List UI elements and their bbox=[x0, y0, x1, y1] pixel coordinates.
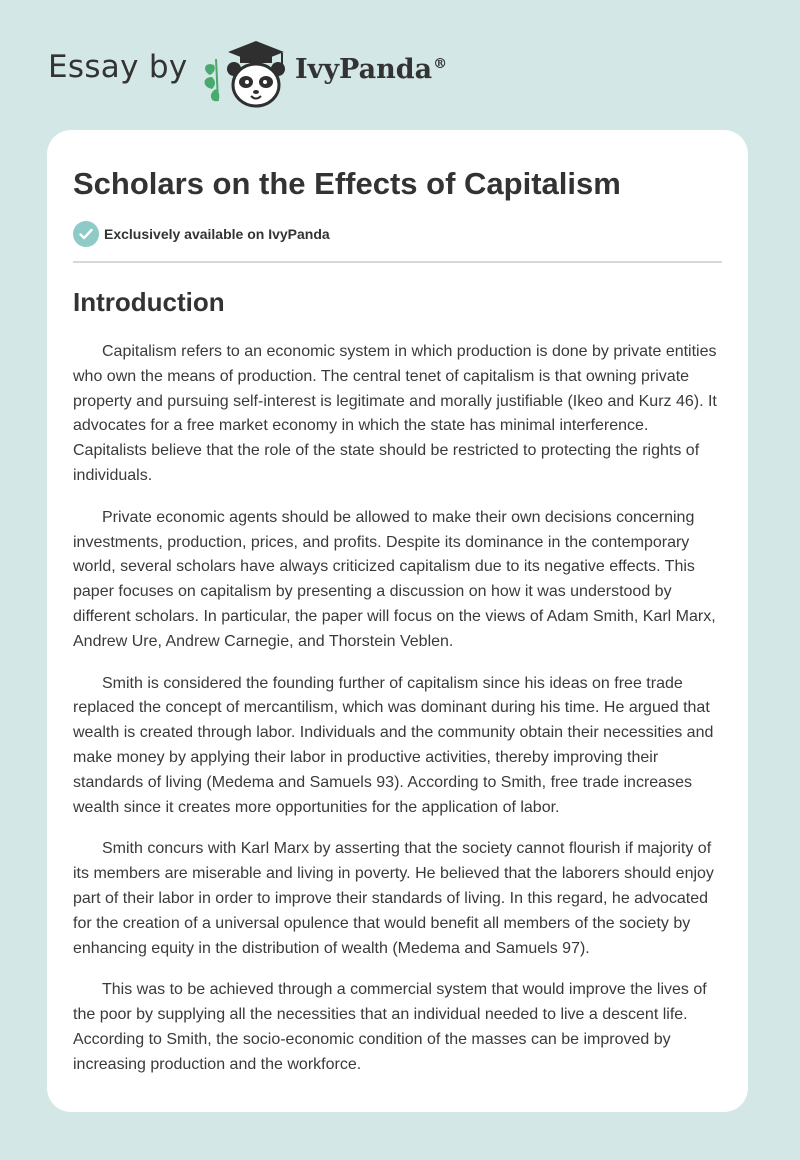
panda-graduate-icon bbox=[200, 35, 296, 111]
brand-text: IvyPanda bbox=[295, 54, 433, 85]
title-divider bbox=[73, 261, 722, 263]
site-header bbox=[48, 30, 508, 110]
essay-body bbox=[73, 340, 722, 1078]
essay-title: Scholars on the Effects of Capitalism bbox=[73, 166, 621, 201]
brand-name bbox=[295, 54, 447, 85]
exclusive-badge bbox=[73, 221, 722, 247]
paragraph: This was to be achieved through a commercial system that would improve the lives of the poor by supplying all the necessities that an individual needed to live a descent life. According to Smith, the socio-economic condition of the masses can be improved by increasing production and the workforce. bbox=[73, 981, 707, 1073]
exclusive-badge-text: Exclusively available on IvyPanda bbox=[104, 226, 330, 242]
checkmark-icon bbox=[73, 221, 99, 247]
paragraph: Smith is considered the founding further of capitalism since his ideas on free trade replaced the concept of mercantilism, which was dominant during his time. He argued that wealth is created through labor. Individuals and the community obtain their necessities and make money by applying their labor in productive activities, thereby improving their standards of living (Medema and Samuels 93). According to Smith, free trade increases wealth since it creates more opportunities for the application of labor. bbox=[73, 674, 714, 816]
paragraph: Smith concurs with Karl Marx by asserting that the society cannot flourish if majority of its members are miserable and living in poverty. He believed that the laborers should enjoy part of their labor in order to improve their standards of living. In this regard, he advocated for the creation of a universal opulence that would benefit all members of the society by enhancing equity in the distribution of wealth (Medema and Samuels 97). bbox=[73, 840, 714, 957]
paragraph: Private economic agents should be allowed to make their own decisions concerning investments, production, prices, and profits. Despite its dominance in the contemporary world, several scholars have always criticized capitalism due to its negative effects. This paper focuses on capitalism by presenting a discussion on how it was understood by different scholars. In particular, the paper will focus on the views of Adam Smith, Karl Marx, Andrew Ure, Andrew Carnegie, and Thorstein Veblen. bbox=[73, 508, 716, 650]
paragraph: Capitalism refers to an economic system in which production is done by private entities who own the means of production. The central tenet of capitalism is that owning private property and pursuing self-interest is legitimate and morally justifiable (Ikeo and Kurz 46). It advocates for a free market economy in which the state has minimal interference. Capitalists believe that the role of the state should be restricted to protecting the rights of individuals. bbox=[73, 343, 717, 484]
essay-card bbox=[47, 130, 748, 1112]
registered-mark: ® bbox=[433, 56, 448, 72]
section-heading: Introduction bbox=[73, 287, 225, 317]
essay-by-label: Essay by bbox=[48, 49, 188, 85]
